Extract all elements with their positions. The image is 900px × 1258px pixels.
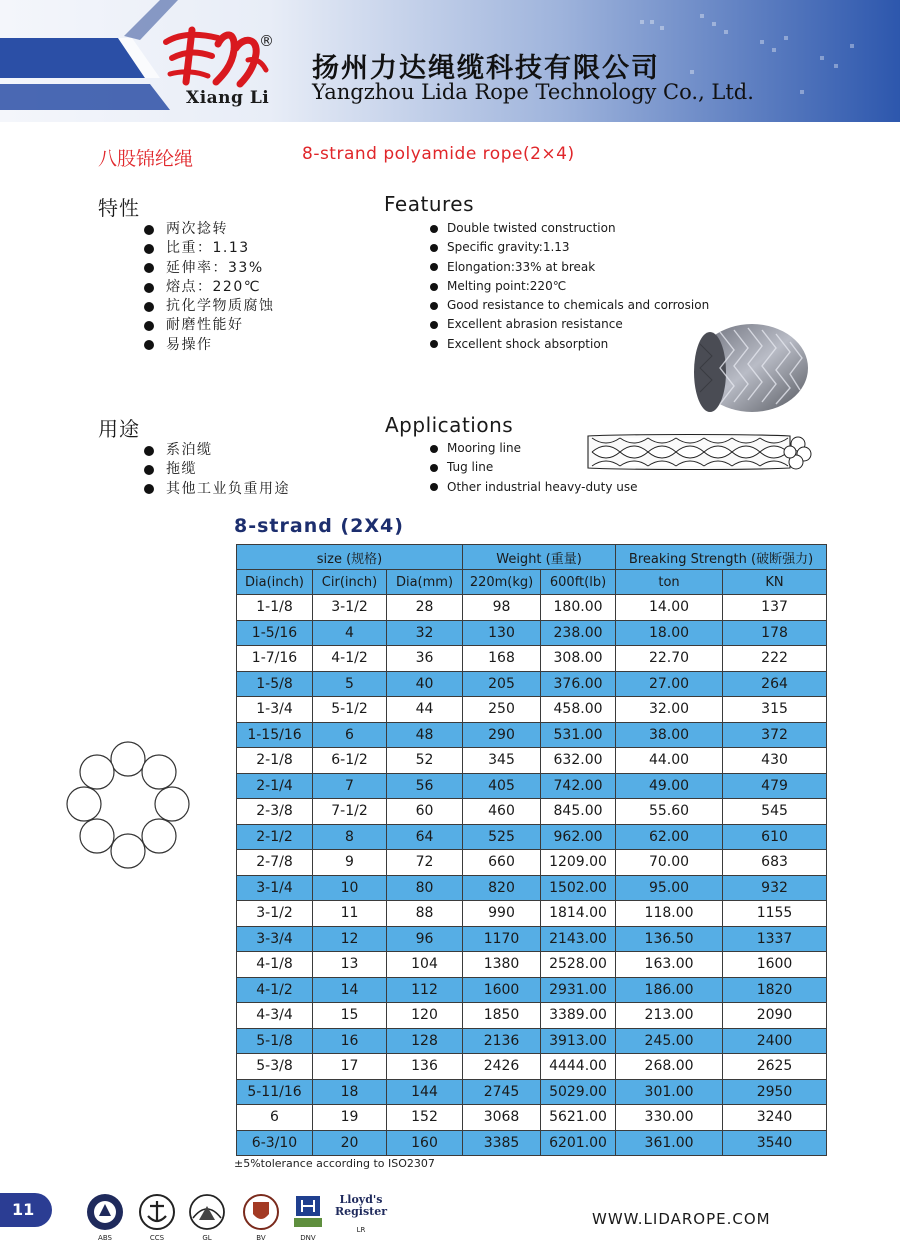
table-cell: 1337 xyxy=(723,926,827,952)
table-cell: 18 xyxy=(313,1079,387,1105)
table-cell: 245.00 xyxy=(616,1028,723,1054)
table-cell: 180.00 xyxy=(541,595,616,621)
page-number-badge xyxy=(0,1193,52,1227)
table-cell: 4 xyxy=(313,620,387,646)
column-header: Dia(inch) xyxy=(237,570,313,595)
list-item: Excellent abrasion resistance xyxy=(430,315,709,334)
table-cell: 3540 xyxy=(723,1130,827,1156)
table-cell: 2931.00 xyxy=(541,977,616,1003)
list-item: 系泊缆 xyxy=(140,441,290,460)
table-cell: 308.00 xyxy=(541,646,616,672)
table-cell: 1-1/8 xyxy=(237,595,313,621)
table-row xyxy=(237,901,827,927)
table-cell: 1600 xyxy=(463,977,541,1003)
table-cell: 32 xyxy=(387,620,463,646)
group-header-breaking-strength: Breaking Strength (破断强力) xyxy=(616,545,827,570)
table-cell: 48 xyxy=(387,722,463,748)
table-cell: 458.00 xyxy=(541,697,616,723)
table-cell: 7 xyxy=(313,773,387,799)
dnv-ship-icon xyxy=(288,1192,328,1232)
column-header: Dia(mm) xyxy=(387,570,463,595)
table-cell: 5-3/8 xyxy=(237,1054,313,1080)
table-cell: 345 xyxy=(463,748,541,774)
applications-list-cn xyxy=(140,441,290,499)
table-cell: 44.00 xyxy=(616,748,723,774)
table-cell: 88 xyxy=(387,901,463,927)
table-cell: 112 xyxy=(387,977,463,1003)
cert-label-bv: BV xyxy=(256,1234,266,1242)
table-cell: 932 xyxy=(723,875,827,901)
table-row xyxy=(237,620,827,646)
table-cell: 205 xyxy=(463,671,541,697)
tolerance-note: ±5%tolerance according to ISO2307 xyxy=(234,1157,435,1170)
table-cell: 479 xyxy=(723,773,827,799)
table-cell: 3913.00 xyxy=(541,1028,616,1054)
table-column-header-row xyxy=(237,570,827,595)
table-row xyxy=(237,1105,827,1131)
table-cell: 13 xyxy=(313,952,387,978)
table-cell: 430 xyxy=(723,748,827,774)
table-cell: 168 xyxy=(463,646,541,672)
table-cell: 545 xyxy=(723,799,827,825)
table-cell: 2143.00 xyxy=(541,926,616,952)
table-row xyxy=(237,1130,827,1156)
registered-mark: ® xyxy=(259,32,274,50)
table-cell: 6201.00 xyxy=(541,1130,616,1156)
cert-label-dnv: DNV xyxy=(300,1234,316,1242)
column-header: 220m(kg) xyxy=(463,570,541,595)
ccs-certification-logo xyxy=(132,1192,182,1242)
table-cell: 361.00 xyxy=(616,1130,723,1156)
company-name-en: Yangzhou Lida Rope Technology Co., Ltd. xyxy=(312,80,754,104)
brand-name: Xiang Li xyxy=(186,88,270,108)
table-cell: 5 xyxy=(313,671,387,697)
list-item: Mooring line xyxy=(430,439,638,458)
table-row xyxy=(237,799,827,825)
ccs-anchor-icon xyxy=(137,1192,177,1232)
table-cell: 3-1/2 xyxy=(237,901,313,927)
table-cell: 120 xyxy=(387,1003,463,1029)
table-cell: 4-1/2 xyxy=(237,977,313,1003)
table-cell: 52 xyxy=(387,748,463,774)
table-cell: 9 xyxy=(313,850,387,876)
table-cell: 2-7/8 xyxy=(237,850,313,876)
table-row xyxy=(237,595,827,621)
table-cell: 2090 xyxy=(723,1003,827,1029)
table-cell: 660 xyxy=(463,850,541,876)
table-cell: 1-15/16 xyxy=(237,722,313,748)
table-cell: 3240 xyxy=(723,1105,827,1131)
table-row xyxy=(237,646,827,672)
list-item: 易操作 xyxy=(140,336,275,355)
table-cell: 525 xyxy=(463,824,541,850)
table-cell: 136.50 xyxy=(616,926,723,952)
rope-braid-diagram xyxy=(584,428,812,474)
table-cell: 144 xyxy=(387,1079,463,1105)
table-title: 8-strand (2X4) xyxy=(234,515,404,537)
table-cell: 1850 xyxy=(463,1003,541,1029)
table-row xyxy=(237,977,827,1003)
table-row xyxy=(237,850,827,876)
table-cell: 5029.00 xyxy=(541,1079,616,1105)
table-cell: 2-1/4 xyxy=(237,773,313,799)
company-name-cn: 扬州力达绳缆科技有限公司 xyxy=(312,53,660,84)
spec-table xyxy=(236,544,827,1156)
list-item: Elongation:33% at break xyxy=(430,258,709,277)
table-cell: 2426 xyxy=(463,1054,541,1080)
list-item: Specific gravity:1.13 xyxy=(430,238,709,257)
table-cell: 95.00 xyxy=(616,875,723,901)
table-cell: 222 xyxy=(723,646,827,672)
cert-label-lr: LR xyxy=(356,1226,366,1234)
table-cell: 28 xyxy=(387,595,463,621)
list-item: 熔点：220℃ xyxy=(140,278,275,297)
column-header: 600ft(lb) xyxy=(541,570,616,595)
table-cell: 16 xyxy=(313,1028,387,1054)
table-cell: 27.00 xyxy=(616,671,723,697)
table-cell: 845.00 xyxy=(541,799,616,825)
table-cell: 990 xyxy=(463,901,541,927)
table-cell: 290 xyxy=(463,722,541,748)
table-cell: 238.00 xyxy=(541,620,616,646)
table-cell: 22.70 xyxy=(616,646,723,672)
list-item: 抗化学物质腐蚀 xyxy=(140,297,275,316)
table-cell: 1209.00 xyxy=(541,850,616,876)
table-cell: 136 xyxy=(387,1054,463,1080)
column-header: ton xyxy=(616,570,723,595)
table-cell: 2136 xyxy=(463,1028,541,1054)
table-cell: 742.00 xyxy=(541,773,616,799)
features-heading-cn: 特性 xyxy=(98,196,140,220)
table-cell: 2-1/8 xyxy=(237,748,313,774)
table-cell: 460 xyxy=(463,799,541,825)
table-cell: 315 xyxy=(723,697,827,723)
table-cell: 376.00 xyxy=(541,671,616,697)
column-header: KN xyxy=(723,570,827,595)
table-cell: 3-3/4 xyxy=(237,926,313,952)
table-cell: 72 xyxy=(387,850,463,876)
table-cell: 178 xyxy=(723,620,827,646)
table-row xyxy=(237,1054,827,1080)
table-row xyxy=(237,671,827,697)
table-cell: 1600 xyxy=(723,952,827,978)
table-cell: 14.00 xyxy=(616,595,723,621)
table-cell: 17 xyxy=(313,1054,387,1080)
rope-coil-image xyxy=(690,320,810,414)
list-item: Good resistance to chemicals and corrosion xyxy=(430,296,709,315)
table-cell: 1820 xyxy=(723,977,827,1003)
features-list-en xyxy=(430,219,709,354)
table-cell: 96 xyxy=(387,926,463,952)
table-cell: 80 xyxy=(387,875,463,901)
gl-certification-logo xyxy=(182,1192,232,1242)
gl-globe-icon xyxy=(187,1192,227,1232)
table-cell: 98 xyxy=(463,595,541,621)
table-cell: 5-11/16 xyxy=(237,1079,313,1105)
table-cell: 8 xyxy=(313,824,387,850)
table-cell: 44 xyxy=(387,697,463,723)
table-cell: 186.00 xyxy=(616,977,723,1003)
table-cell: 1170 xyxy=(463,926,541,952)
table-cell: 4-1/8 xyxy=(237,952,313,978)
list-item: Other industrial heavy-duty use xyxy=(430,478,638,497)
list-item: 耐磨性能好 xyxy=(140,316,275,335)
column-header: Cir(inch) xyxy=(313,570,387,595)
list-item: Excellent shock absorption xyxy=(430,335,709,354)
table-cell: 55.60 xyxy=(616,799,723,825)
table-cell: 104 xyxy=(387,952,463,978)
table-cell: 64 xyxy=(387,824,463,850)
table-cell: 137 xyxy=(723,595,827,621)
page-header xyxy=(0,0,900,122)
table-cell: 14 xyxy=(313,977,387,1003)
table-cell: 160 xyxy=(387,1130,463,1156)
table-cell: 301.00 xyxy=(616,1079,723,1105)
table-cell: 2625 xyxy=(723,1054,827,1080)
table-cell: 2-3/8 xyxy=(237,799,313,825)
features-list-cn xyxy=(140,220,275,355)
list-item: 比重：1.13 xyxy=(140,239,275,258)
table-cell: 372 xyxy=(723,722,827,748)
table-cell: 405 xyxy=(463,773,541,799)
table-cell: 20 xyxy=(313,1130,387,1156)
table-cell: 3068 xyxy=(463,1105,541,1131)
table-cell: 820 xyxy=(463,875,541,901)
table-cell: 5621.00 xyxy=(541,1105,616,1131)
table-cell: 2528.00 xyxy=(541,952,616,978)
table-cell: 1502.00 xyxy=(541,875,616,901)
dnv-certification-logo xyxy=(283,1192,333,1242)
table-cell: 213.00 xyxy=(616,1003,723,1029)
table-cell: 3389.00 xyxy=(541,1003,616,1029)
product-title-cn: 八股锦纶绳 xyxy=(98,148,194,170)
table-cell: 1380 xyxy=(463,952,541,978)
table-cell: 4-3/4 xyxy=(237,1003,313,1029)
table-cell: 56 xyxy=(387,773,463,799)
table-cell: 60 xyxy=(387,799,463,825)
list-item: Double twisted construction xyxy=(430,219,709,238)
table-cell: 38.00 xyxy=(616,722,723,748)
table-cell: 250 xyxy=(463,697,541,723)
table-cell: 128 xyxy=(387,1028,463,1054)
xiangli-logo xyxy=(162,24,270,88)
cert-label-ccs: CCS xyxy=(149,1234,165,1242)
table-cell: 4444.00 xyxy=(541,1054,616,1080)
table-cell: 70.00 xyxy=(616,850,723,876)
table-cell: 12 xyxy=(313,926,387,952)
table-cell: 7-1/2 xyxy=(313,799,387,825)
rope-cross-section-diagram xyxy=(64,740,192,872)
table-row xyxy=(237,952,827,978)
table-cell: 11 xyxy=(313,901,387,927)
features-heading-en: Features xyxy=(384,192,474,216)
table-cell: 5-1/8 xyxy=(237,1028,313,1054)
table-cell: 130 xyxy=(463,620,541,646)
bv-certification-logo xyxy=(236,1192,286,1242)
table-row xyxy=(237,1079,827,1105)
website-url: WWW.LIDAROPE.COM xyxy=(592,1210,771,1228)
table-cell: 3-1/2 xyxy=(313,595,387,621)
table-cell: 6-1/2 xyxy=(313,748,387,774)
list-item: 两次捻转 xyxy=(140,220,275,239)
table-cell: 19 xyxy=(313,1105,387,1131)
table-cell: 36 xyxy=(387,646,463,672)
table-cell: 962.00 xyxy=(541,824,616,850)
table-cell: 3-1/4 xyxy=(237,875,313,901)
table-cell: 62.00 xyxy=(616,824,723,850)
applications-heading-cn: 用途 xyxy=(98,417,140,441)
table-cell: 163.00 xyxy=(616,952,723,978)
lr-certification-logo xyxy=(332,1192,390,1242)
table-cell: 683 xyxy=(723,850,827,876)
table-row xyxy=(237,875,827,901)
list-item: 延伸率：33% xyxy=(140,259,275,278)
group-header-weight: Weight (重量) xyxy=(463,545,616,570)
table-cell: 1-3/4 xyxy=(237,697,313,723)
table-row xyxy=(237,1028,827,1054)
table-row xyxy=(237,773,827,799)
list-item: 拖缆 xyxy=(140,460,290,479)
table-row xyxy=(237,748,827,774)
table-cell: 6 xyxy=(313,722,387,748)
table-cell: 1-7/16 xyxy=(237,646,313,672)
table-cell: 15 xyxy=(313,1003,387,1029)
cert-label-abs: ABS xyxy=(98,1234,112,1242)
abs-certification-logo xyxy=(80,1192,130,1242)
bv-shield-icon xyxy=(241,1192,281,1232)
page-number: 11 xyxy=(12,1200,35,1219)
table-cell: 152 xyxy=(387,1105,463,1131)
table-cell: 118.00 xyxy=(616,901,723,927)
table-cell: 2745 xyxy=(463,1079,541,1105)
lloyds-register-wordmark: Lloyd's Register xyxy=(334,1193,388,1218)
table-cell: 1-5/16 xyxy=(237,620,313,646)
table-cell: 1814.00 xyxy=(541,901,616,927)
table-cell: 3385 xyxy=(463,1130,541,1156)
table-cell: 330.00 xyxy=(616,1105,723,1131)
table-cell: 6 xyxy=(237,1105,313,1131)
table-cell: 2400 xyxy=(723,1028,827,1054)
table-cell: 2950 xyxy=(723,1079,827,1105)
table-cell: 1-5/8 xyxy=(237,671,313,697)
table-cell: 32.00 xyxy=(616,697,723,723)
table-cell: 6-3/10 xyxy=(237,1130,313,1156)
table-row xyxy=(237,1003,827,1029)
list-item: Tug line xyxy=(430,458,638,477)
table-cell: 18.00 xyxy=(616,620,723,646)
table-row xyxy=(237,926,827,952)
product-title-en: 8-strand polyamide rope(2×4) xyxy=(302,144,575,164)
table-cell: 531.00 xyxy=(541,722,616,748)
table-group-header-row xyxy=(237,545,827,570)
table-cell: 1155 xyxy=(723,901,827,927)
applications-heading-en: Applications xyxy=(385,413,514,437)
table-cell: 2-1/2 xyxy=(237,824,313,850)
table-row xyxy=(237,722,827,748)
table-cell: 632.00 xyxy=(541,748,616,774)
table-cell: 268.00 xyxy=(616,1054,723,1080)
table-cell: 10 xyxy=(313,875,387,901)
table-cell: 264 xyxy=(723,671,827,697)
table-cell: 5-1/2 xyxy=(313,697,387,723)
cert-label-gl: GL xyxy=(202,1234,212,1242)
table-cell: 610 xyxy=(723,824,827,850)
table-row xyxy=(237,824,827,850)
table-row xyxy=(237,697,827,723)
list-item: Melting point:220℃ xyxy=(430,277,709,296)
table-cell: 40 xyxy=(387,671,463,697)
abs-seal-icon xyxy=(85,1192,125,1232)
group-header-size: size (规格) xyxy=(237,545,463,570)
table-cell: 4-1/2 xyxy=(313,646,387,672)
table-body xyxy=(237,595,827,1156)
table-cell: 49.00 xyxy=(616,773,723,799)
list-item: 其他工业负重用途 xyxy=(140,480,290,499)
